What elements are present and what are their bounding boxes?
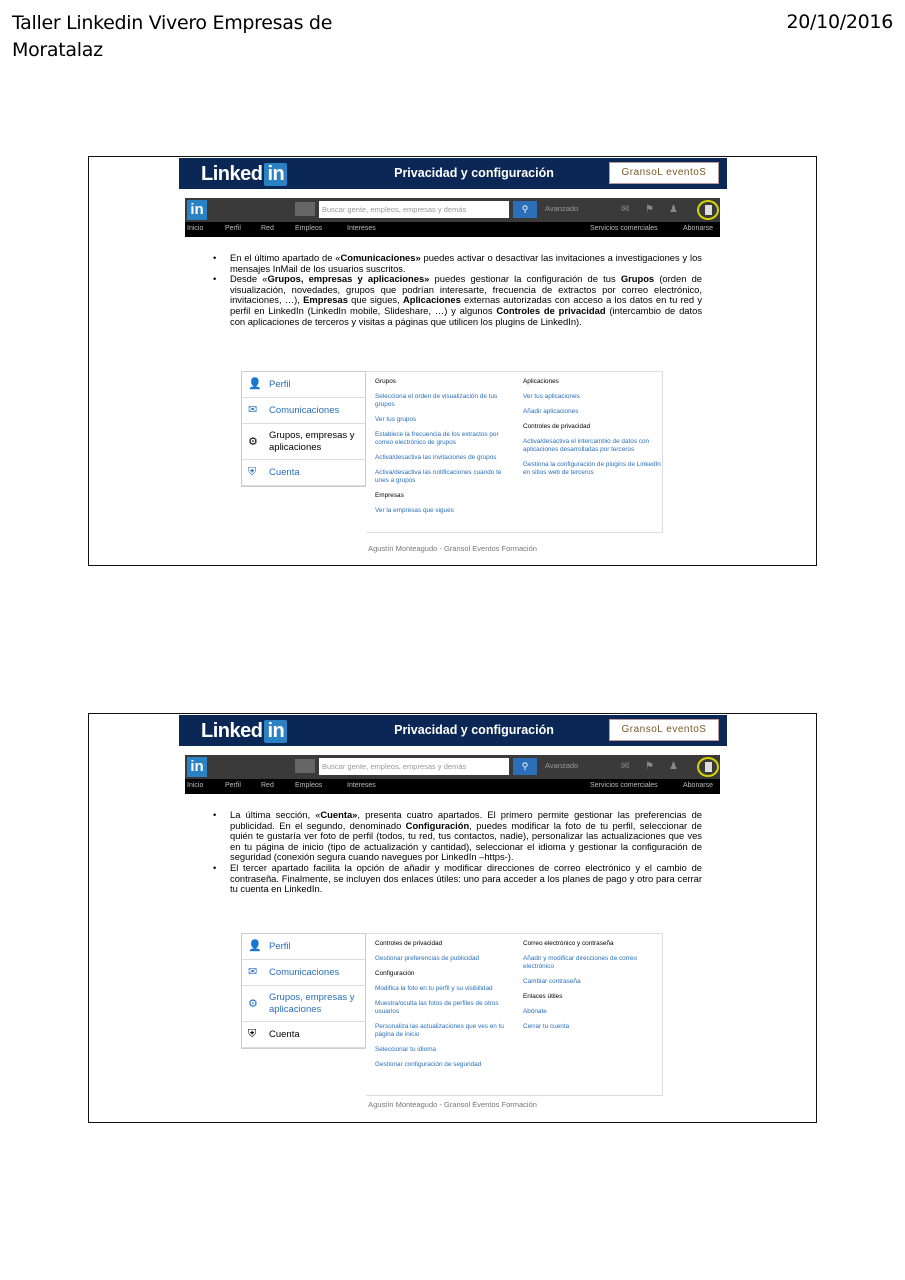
nav-empleos[interactable]: Empleos (295, 782, 323, 789)
nav-inicio[interactable]: Inicio (187, 782, 204, 789)
search-button[interactable]: ⚲ (513, 201, 537, 218)
sidebar-item-perfil[interactable]: 👤 Perfil (242, 934, 365, 960)
settings-link[interactable]: Selecciona el orden de visualización de tus grupos (375, 393, 498, 408)
advanced-link[interactable]: Avanzado (545, 761, 579, 770)
settings-link[interactable]: Gestionar preferencias de publicidad (375, 955, 480, 962)
nav-abonarse[interactable]: Abonarse (683, 225, 713, 232)
nav-red[interactable]: Red (261, 225, 274, 232)
settings-link[interactable]: Abónate (523, 1008, 547, 1015)
add-contact-icon[interactable]: ♟ (669, 204, 678, 215)
slide-1-bullets (213, 253, 702, 327)
gransol-logo: GransoL eventoS (609, 719, 719, 741)
settings-link[interactable]: Activa/desactiva las invitaciones de grupos (375, 454, 497, 461)
nav-empleos[interactable]: Empleos (295, 225, 323, 232)
banner (179, 158, 727, 189)
linkedin-icon[interactable]: in (187, 757, 207, 777)
search-button[interactable]: ⚲ (513, 758, 537, 775)
advanced-link[interactable]: Avanzado (545, 204, 579, 213)
nav-red[interactable]: Red (261, 782, 274, 789)
sidebar-item-comunicaciones[interactable]: ✉ Comunicaciones (242, 398, 365, 424)
nav-abonarse[interactable]: Abonarse (683, 782, 713, 789)
settings-link[interactable]: Ver tus aplicaciones (523, 393, 580, 400)
slide-footer: Agustín Monteagudo - Gransol Eventos Formación (368, 544, 537, 553)
sidebar-item-cuenta[interactable]: ⛨ Cuenta (242, 1022, 365, 1048)
envelope-icon: ✉ (248, 404, 258, 416)
bullet: • El tercer apartado facilita la opción de añadir y modificar direcciones de correo electrónico y el cambio de contraseña. Finalmente, se incluyen dos enlaces útiles: uno para acceder a los planes de pago y otro para cerrar tu cuenta en LinkedIn. (213, 863, 702, 895)
bullet: • La última sección, «Cuenta», presenta cuatro apartados. El primero permite gestionar las preferencias de publicidad. En el segundo, denominado Configuración, puedes modificar la foto de tu perfil, seleccionar de quién te gustaría ver foto de perfil (todos, tu red, tus contactos, nadie), personalizar las actualizaciones que ves en tu página de inicio (tipo de actualización y cantidad), seleccionar el idioma y gestionar la configuración de seguridad (conexión segura cuando navegues por LinkedIn –https-). (213, 810, 702, 863)
nav-perfil[interactable]: Perfil (225, 225, 241, 232)
flag-icon[interactable]: ⚑ (645, 761, 654, 772)
sidebar-item-cuenta[interactable]: ⛨ Cuenta (242, 460, 365, 486)
settings-link[interactable]: Personaliza las actualizaciones que ves en tu página de inicio (375, 1023, 504, 1038)
nav-inicio[interactable]: Inicio (187, 225, 204, 232)
settings-link[interactable]: Activa/desactiva las notificaciones cuando te unes a grupos (375, 469, 502, 484)
flag-icon[interactable]: ⚑ (645, 204, 654, 215)
add-contact-icon[interactable]: ♟ (669, 761, 678, 772)
settings-link[interactable]: Muestra/oculta las fotos de perfiles de otros usuarios (375, 1000, 499, 1015)
section-heading: Correo electrónico y contraseña (523, 940, 614, 947)
settings-link[interactable]: Activa/desactiva el intercambio de datos con aplicaciones desarrolladas por terceros (523, 438, 650, 453)
settings-link[interactable]: Modifica la foto en tu perfil y su visibilidad (375, 985, 493, 992)
slide-footer: Agustín Monteagudo - Gransol Eventos Formación (368, 1100, 537, 1109)
bullet: • En el último apartado de «Comunicaciones» puedes activar o desactivar las invitaciones a investigaciones y los mensajes InMail de los usuarios suscritos. (213, 253, 702, 274)
settings-sidebar (241, 933, 366, 1049)
nav-intereses[interactable]: Intereses (347, 225, 376, 232)
mail-icon[interactable]: ✉ (621, 204, 630, 215)
settings-link[interactable]: Cerrar tu cuenta (523, 1023, 570, 1030)
sidebar-item-comunicaciones[interactable]: ✉ Comunicaciones (242, 960, 365, 986)
section-heading: Controles de privacidad (523, 423, 591, 430)
sidebar-item-perfil[interactable]: 👤 Perfil (242, 372, 365, 398)
sidebar-item-grupos[interactable]: ⚙ Grupos, empresas y aplicaciones (242, 986, 365, 1022)
settings-link[interactable]: Establece la frecuencia de los extractos por correo electrónico de grupos (375, 431, 499, 446)
section-heading: Enlaces útiles (523, 993, 563, 1000)
settings-link[interactable]: Gestiona la configuración de plugins de LinkedIn en sitios web de terceros (523, 461, 661, 476)
envelope-icon: ✉ (248, 966, 258, 978)
gransol-logo: GransoL eventoS (609, 162, 719, 184)
bullet: • Desde «Grupos, empresas y aplicaciones» puedes gestionar la configuración de tus Grupos (orden de visualización, novedades, grupos que podrían interesarte, frecuencia de extractos por correo electrónico, invitaciones, …), Empresas que sigues, Aplicaciones externas autorizadas con acceso a los datos en tu red y perfil en LinkedIn (LinkedIn mobile, Slideshare, …) y algunos Controles de privacidad (intercambio de datos con aplicaciones de terceros y visitas a páginas que utilicen los plugins de LinkedIn). (213, 274, 702, 327)
settings-link[interactable]: Ver la empresas que sigues (375, 507, 454, 514)
settings-link[interactable]: Añadir aplicaciones (523, 408, 579, 415)
profile-icon[interactable] (697, 200, 719, 220)
linkedin-icon[interactable]: in (187, 200, 207, 220)
user-icon: 👤 (248, 378, 262, 390)
profile-icon[interactable] (697, 757, 719, 777)
linkedin-navbar (185, 755, 720, 794)
settings-link[interactable]: Seleccionar tu idioma (375, 1046, 437, 1053)
nav-servicios[interactable]: Servicios comerciales (590, 782, 658, 789)
nav-intereses[interactable]: Intereses (347, 782, 376, 789)
menu-icon[interactable] (295, 759, 315, 773)
linkedin-logo: Linked in (201, 163, 287, 186)
sidebar-item-grupos[interactable]: ⚙ Grupos, empresas y aplicaciones (242, 424, 365, 460)
nav-servicios[interactable]: Servicios comerciales (590, 225, 658, 232)
banner (179, 715, 727, 746)
section-heading: Controles de privacidad (375, 940, 443, 947)
settings-link[interactable]: Añadir y modificar direcciones de correo electrónico (523, 955, 638, 970)
settings-link[interactable]: Cambiar contraseña (523, 978, 581, 985)
linkedin-logo: Linked in (201, 720, 287, 743)
menu-icon[interactable] (295, 202, 315, 216)
section-heading: Empresas (375, 492, 404, 499)
settings-panel (241, 371, 663, 533)
banner-title: Privacidad y configuración (394, 723, 554, 737)
document-date: 20/10/2016 (786, 11, 893, 33)
section-heading: Grupos (375, 378, 396, 385)
banner-title: Privacidad y configuración (394, 166, 554, 180)
shield-icon: ⛨ (248, 466, 257, 478)
section-heading: Aplicaciones (523, 378, 559, 385)
settings-link[interactable]: Ver tus grupos (375, 416, 417, 423)
settings-panel (241, 933, 663, 1096)
document-title: Taller Linkedin Vivero Empresas de Moratalaz (12, 12, 333, 61)
nav-perfil[interactable]: Perfil (225, 782, 241, 789)
search-input[interactable]: Buscar gente, empleos, empresas y demás (319, 758, 509, 775)
search-input[interactable]: Buscar gente, empleos, empresas y demás (319, 201, 509, 218)
linkedin-navbar (185, 198, 720, 237)
mail-icon[interactable]: ✉ (621, 761, 630, 772)
section-heading: Configuración (375, 970, 415, 977)
gear-icon: ⚙ (248, 436, 258, 448)
shield-icon: ⛨ (248, 1028, 257, 1040)
slide-2 (88, 713, 817, 1123)
gear-icon: ⚙ (248, 998, 258, 1010)
slide-1 (88, 156, 817, 566)
slide-2-bullets (213, 810, 702, 895)
settings-content (366, 933, 663, 1096)
user-icon: 👤 (248, 940, 262, 952)
settings-sidebar (241, 371, 366, 487)
settings-link[interactable]: Gestionar configuración de seguridad (375, 1061, 482, 1068)
settings-content (366, 371, 663, 533)
